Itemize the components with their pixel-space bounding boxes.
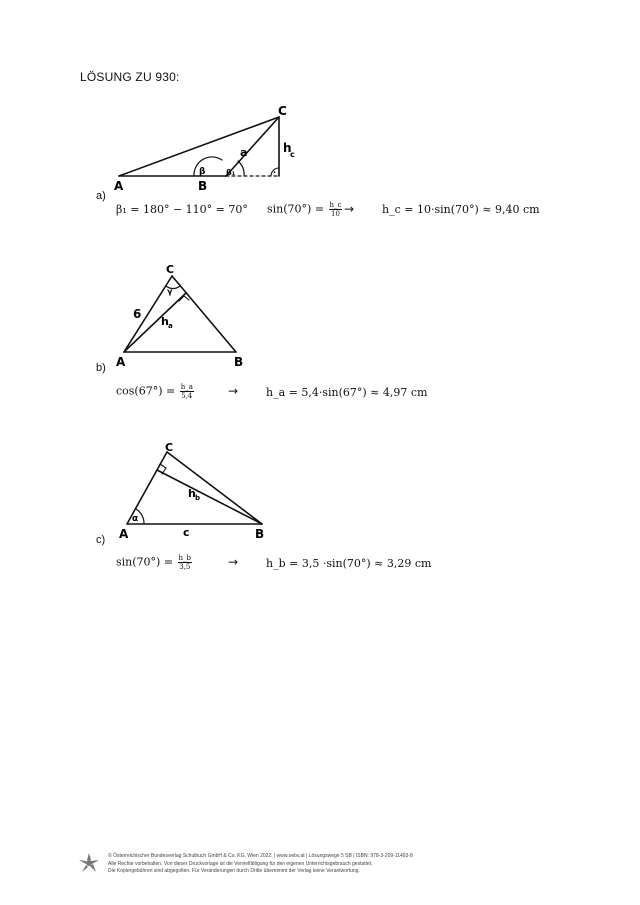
part-a-label: a): [96, 190, 106, 202]
side-6-label: 6: [133, 307, 142, 321]
vertex-a-label: A: [119, 527, 129, 541]
part-b-label: b): [96, 362, 106, 374]
vertex-c-label: C: [165, 441, 174, 454]
footer-line-3: Die Kopiergebühren sind abgegolten. Für Veränderungen durch Dritte übernimmt der Verlag keine Verantwortung.: [108, 868, 360, 874]
vertex-a-label: A: [116, 355, 126, 369]
height-ha-label: h: [161, 315, 169, 328]
vertex-c-label: C: [278, 104, 287, 118]
part-c-eq2: h_b = 3,5 ·sin(70°) ≈ 3,29 cm: [266, 557, 432, 570]
height-hb-sub: b: [195, 494, 201, 502]
height-hc-label: h: [283, 141, 292, 155]
side-a-label: a: [240, 146, 248, 159]
vertex-c-label: C: [166, 263, 175, 276]
height-hb-label: h: [188, 487, 196, 500]
arrow-icon: →: [344, 202, 355, 216]
height-hc-sub: c: [290, 150, 295, 159]
publisher-logo-icon: [78, 852, 100, 874]
angle-gamma-label: γ: [167, 287, 173, 296]
angle-alpha-label: α: [132, 514, 139, 524]
part-a-eq1: β₁ = 180° − 110° = 70°: [116, 203, 248, 216]
height-ha-sub: a: [168, 322, 173, 330]
part-c-eq1: sin(70°) = $\frac{h\_b}{3,5}$: [116, 554, 192, 571]
vertex-b-label: B: [255, 527, 265, 541]
right-angle-dot: ·: [273, 168, 277, 177]
vertex-a-label: A: [114, 179, 124, 193]
angle-beta-label: β: [199, 167, 206, 177]
footer-copyright: [108, 853, 528, 876]
part-a-eq2: sin(70°) = $\frac{h\_c}{10}$: [267, 201, 342, 218]
footer-line-2: Alle Rechte vorbehalten. Von dieser Druckvorlage ist die Vervielfältigung für den eigenen Unterrichtsgebrauch gestattet.: [108, 860, 373, 867]
angle-beta1-label: β₁: [226, 168, 236, 177]
part-b-eq2: h_a = 5,4·sin(67°) ≈ 4,97 cm: [266, 386, 428, 399]
part-c-label: c): [96, 534, 106, 546]
part-a-eq3: h_c = 10·sin(70°) ≈ 9,40 cm: [382, 203, 540, 216]
side-c-label: c: [183, 526, 190, 539]
part-b-eq1: cos(67°) = $\frac{h\_a}{5,4}$: [116, 383, 193, 400]
footer-line-1: © Österreichischer Bundesverlag Schulbuch GmbH & Co. KG, Wien 2022. | www.oebv.at | Lösungswege 5 SB | ISBN: 978-3-209-11493-8: [108, 853, 413, 859]
page-title: LÖSUNG ZU 930:: [80, 70, 180, 84]
vertex-b-label: B: [198, 179, 208, 193]
vertex-b-label: B: [234, 355, 244, 369]
arrow-icon: →: [228, 384, 239, 398]
arrow-icon: →: [228, 555, 239, 569]
